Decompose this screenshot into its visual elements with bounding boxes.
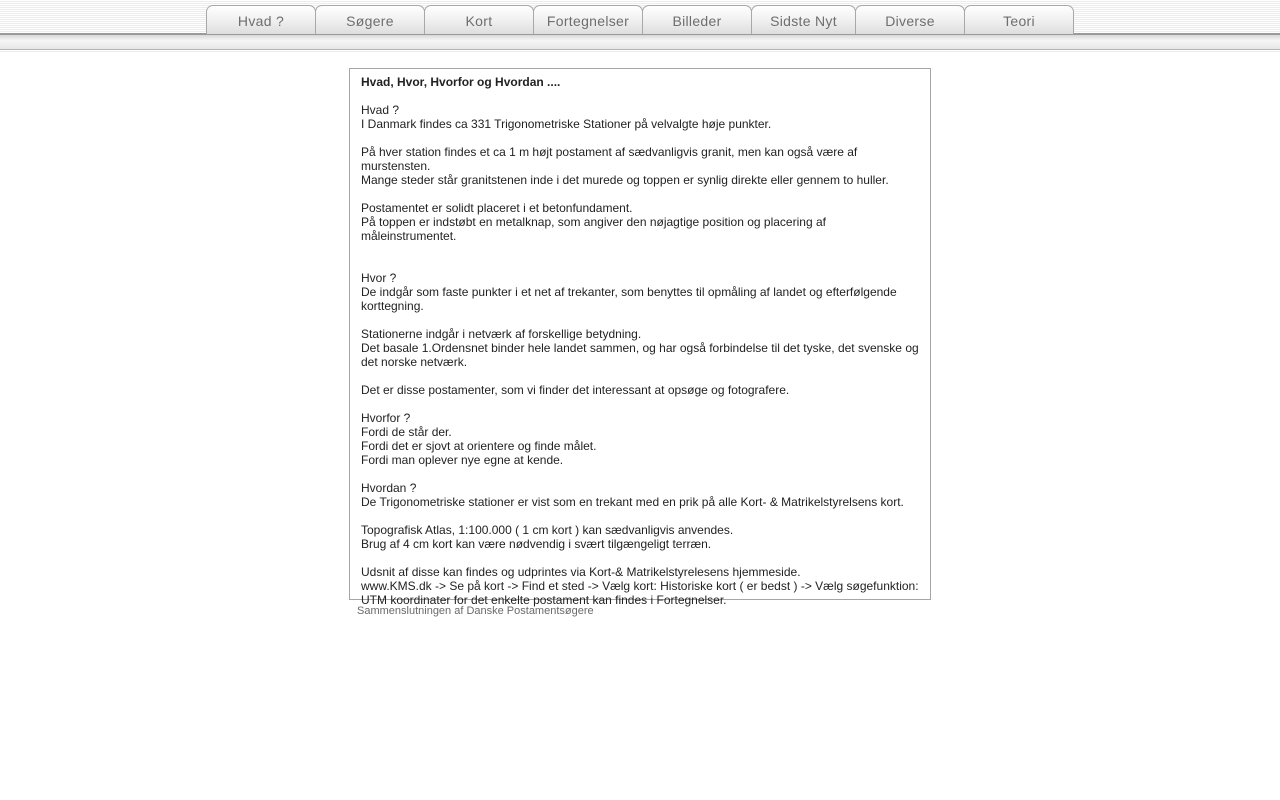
article-title: Hvad, Hvor, Hvorfor og Hvordan .... [361,75,561,89]
nav-tab-kort[interactable]: Kort [424,5,534,34]
nav-tab-fortegnelser[interactable]: Fortegnelser [533,5,643,34]
section-heading-hvorfor: Hvorfor ? [361,411,411,425]
nav-tab-teori[interactable]: Teori [964,5,1074,34]
banner-bottom-line [0,49,1280,50]
banner-shadow [0,35,1280,49]
nav-tab-hvad[interactable]: Hvad ? [206,5,316,34]
paragraph-line: Stationerne indgår i netværk af forskellige betydning. [361,327,642,341]
paragraph-line: På hver station findes et ca 1 m højt postament af sædvanligvis granit, men kan også være af murstensten. [361,145,858,173]
paragraph-line: www.KMS.dk -> Se på kort -> Find et sted -> Vælg kort: Historiske kort ( er bedst ) -> Vælg søgefunktion: [361,579,919,593]
paragraph-line: Fordi man oplever nye egne at kende. [361,453,564,467]
paragraph-line: UTM koordinater for det enkelte postament kan findes i Fortegnelser. [361,593,727,607]
nav-tab-sidste-nyt[interactable]: Sidste Nyt [751,5,856,34]
paragraph-line: I Danmark findes ca 331 Trigonometriske Stationer på velvalgte høje punkter. [361,117,772,131]
section-heading-hvordan: Hvordan ? [361,481,417,495]
paragraph-line: Udsnit af disse kan findes og udprintes via Kort-& Matrikelstyrelesens hjemmeside. [361,565,801,579]
nav-tab-billeder[interactable]: Billeder [642,5,752,34]
article-box [349,68,931,607]
paragraph-line: De Trigonometriske stationer er vist som en trekant med en prik på alle Kort- & Matrikelstyrelsens kort. [361,495,904,509]
paragraph-line: På toppen er indstøbt en metalknap, som angiver den nøjagtige position og placering af måleinstrumentet. [361,215,826,243]
paragraph-line: De indgår som faste punkter i et net af trekanter, som benyttes til opmåling af landet og efterfølgende korttegning. [361,285,897,313]
nav-tab-sogere[interactable]: Søgere [315,5,425,34]
paragraph-line: Brug af 4 cm kort kan være nødvendig i svært tilgængeligt terræn. [361,537,712,551]
section-heading-hvor: Hvor ? [361,271,397,285]
footer-text: Sammenslutningen af Danske Postamentsøgere [357,605,594,617]
paragraph-line: Det er disse postamenter, som vi finder det interessant at opsøge og fotografere. [361,383,790,397]
paragraph-line: Fordi de står der. [361,425,452,439]
paragraph-line: Postamentet er solidt placeret i et betonfundament. [361,201,633,215]
paragraph-line: Mange steder står granitstenen inde i det murede og toppen er synlig direkte eller gennem to huller. [361,173,889,187]
section-heading-hvad: Hvad ? [361,103,400,117]
paragraph-line: Det basale 1.Ordensnet binder hele landet sammen, og har også forbindelse til det tyske, det svenske og det norske netværk. [361,341,919,369]
nav-tab-diverse[interactable]: Diverse [855,5,965,34]
paragraph-line: Fordi det er sjovt at orientere og finde målet. [361,439,597,453]
paragraph-line: Topografisk Atlas, 1:100.000 ( 1 cm kort ) kan sædvanligvis anvendes. [361,523,734,537]
main-navigation [206,5,1073,34]
